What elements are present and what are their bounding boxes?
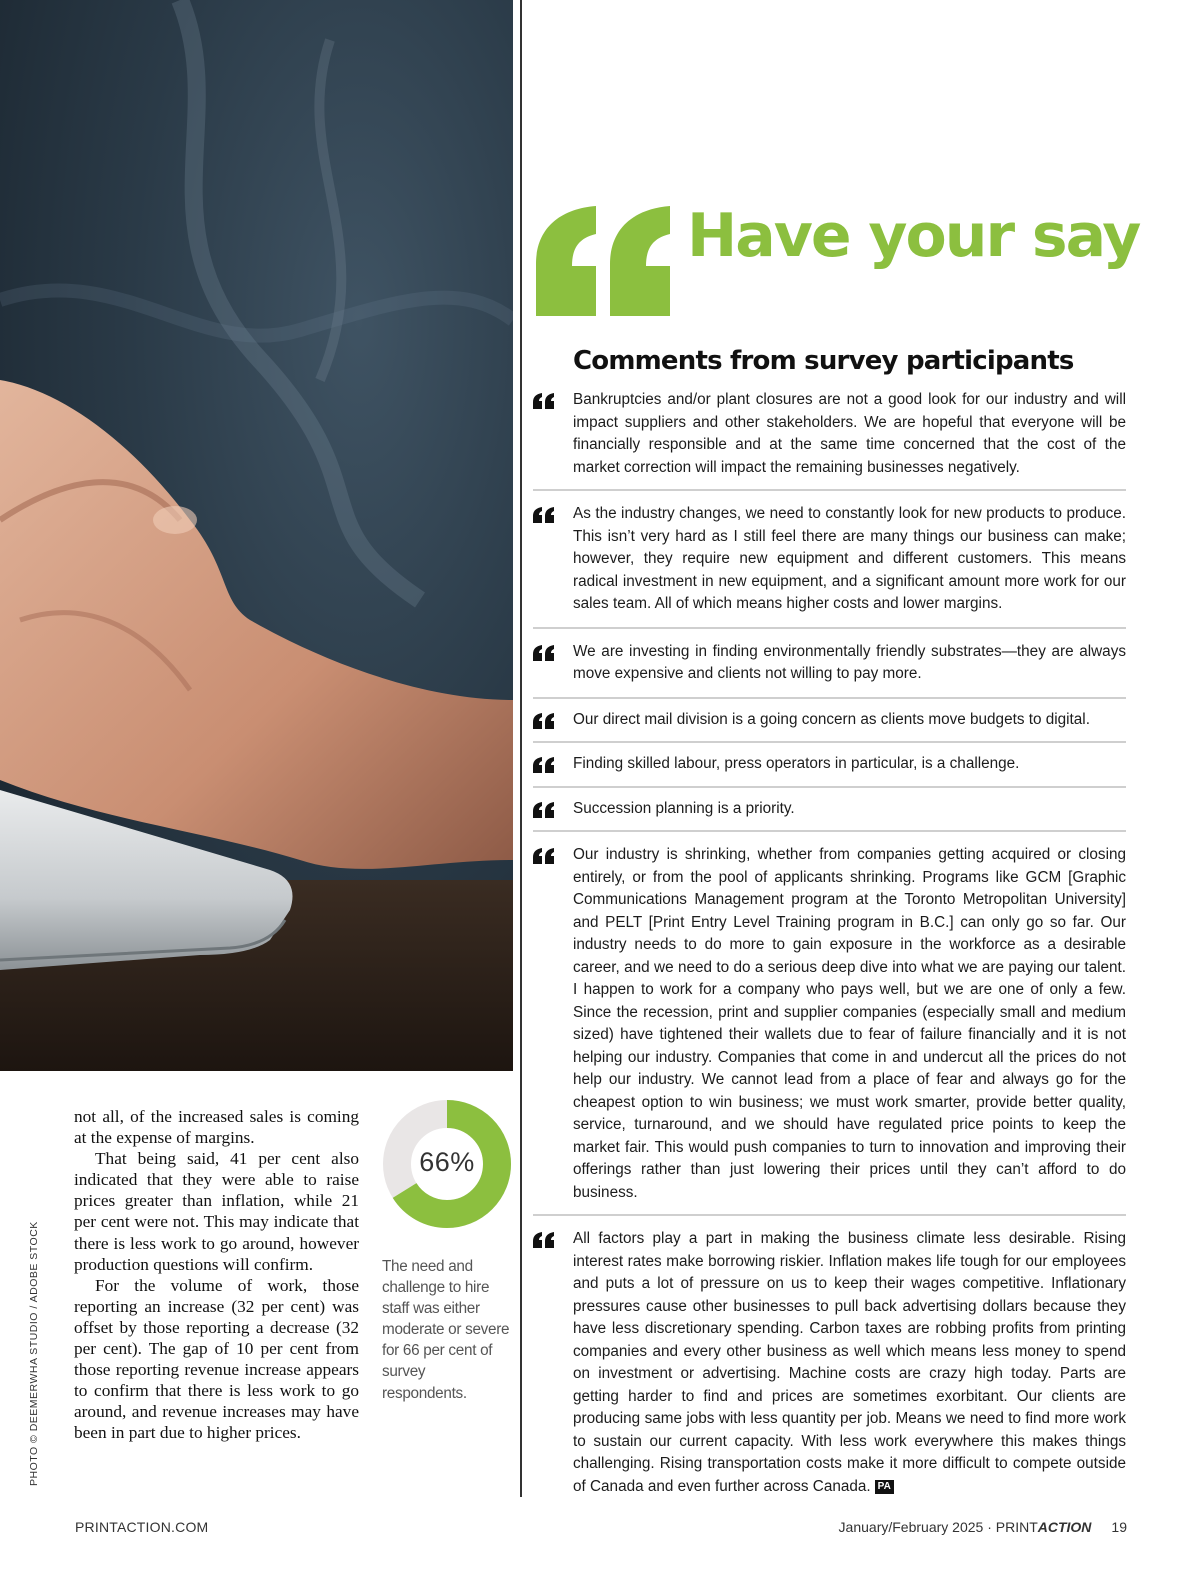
hero-photo — [0, 0, 513, 1071]
comment-text: Finding skilled labour, press operators in particular, is a challenge. — [573, 755, 1020, 772]
comment-item — [533, 741, 1126, 786]
footer-brand-b: ACTION — [1037, 1519, 1092, 1535]
comment-text — [573, 1228, 1126, 1498]
footer-issue — [839, 1519, 1127, 1535]
photo-credit: PHOTO © DEEMERWHA STUDIO / ADOBE STOCK — [28, 1221, 40, 1486]
body-paragraph: That being said, 41 per cent also indicated that they were able to raise prices greater than inflation, while 21 per cent were not. This may indicate that there is less work to go around, however production questions will confirm. — [74, 1149, 359, 1274]
article-body — [74, 1106, 359, 1444]
quote-icon — [533, 645, 555, 661]
comment-text: As the industry changes, we need to constantly look for new products to produce. This isn’t very hard as I still feel there are many things our business can make; however, they require new equipment and different customers. This means radical investment in new equipment, and a significant amount more work for our sales team. All of which means higher costs and lower margins. — [573, 505, 1126, 612]
comment-text: Bankruptcies and/or plant closures are not a good look for our industry and will impact suppliers and other stakeholders. We are hopeful that everyone will be financially responsible and at the same time concerned that the cost of the market correction will impact the remaining businesses negatively. — [573, 391, 1126, 476]
comment-text: We are investing in finding environmentally friendly substrates—they are always move expensive and clients not willing to pay more. — [573, 642, 1126, 682]
comment-item — [533, 786, 1126, 831]
comment-text: Our industry is shrinking, whether from companies getting acquired or closing entirely, or from the pool of applicants shrinking. Programs like GCM [Graphic Communications Management program at the Toronto Metropolitan University] and PELT [Print Entry Level Training program in B.C.] can only go so far. Our industry needs to do more to gain exposure in the workforce as a desirable career, and we need to do a serious deep dive into what we are paying our talent. I happen to work for a company who pays well, but we are one of only a few. Since the recession, print and supplier companies (especially small and medium sized) have tightened their wallets due to fear of failure financially and it is not helping our industry. Companies that come in and undercut all the prices do not help our industry. We cannot lead from a place of fear and always go for the cheapest option to win business; we must work smarter, provide better quality, service, turnaround, and we should have regulated price points to keep the market fair. This would push companies to turn to innovation and improving their offerings rather than just lowering their prices until they can’t afford to do business. — [573, 846, 1126, 1201]
end-mark-badge: PA — [875, 1480, 894, 1494]
stat-value: 66% — [419, 1147, 475, 1177]
quote-icon — [533, 757, 555, 773]
footer-brand-a: PRINT — [995, 1519, 1038, 1535]
quote-icon — [533, 802, 555, 818]
stat-caption: The need and challenge to hire staff was either moderate or severe for 66 per cent of survey respondents. — [382, 1258, 510, 1402]
quote-icon — [534, 204, 674, 316]
comment-list — [533, 389, 1126, 1498]
comment-item — [533, 697, 1126, 742]
comment-text: Our direct mail division is a going concern as clients move budgets to digital. — [573, 710, 1090, 728]
quote-icon — [533, 848, 555, 864]
comment-item — [533, 627, 1126, 697]
quote-icon — [533, 507, 555, 523]
page-number: 19 — [1111, 1519, 1127, 1535]
section-subtitle: Comments from survey participants — [573, 346, 1074, 376]
comment-item — [533, 830, 1126, 1214]
hand-on-laptop-illustration — [0, 0, 513, 1071]
comment-item — [533, 489, 1126, 627]
column-divider — [520, 0, 522, 1497]
body-paragraph: not all, of the increased sales is coming at the expense of margins. — [74, 1107, 359, 1148]
quote-icon — [533, 1232, 555, 1248]
comment-text: Succession planning is a priority. — [573, 799, 795, 817]
quote-icon — [533, 713, 555, 729]
comment-item — [533, 1214, 1126, 1498]
footer-site: PRINTACTION.COM — [75, 1519, 209, 1535]
comment-text-body: All factors play a part in making the business climate less desirable. Rising interest rates make borrowing riskier. Inflation makes life tough for our employees and puts a lot of pressure on us to keep their wages competitive. Inflationary pressures cause other businesses to pull back advertising dollars because they have less discretionary spending. Carbon taxes are robbing profits from printing companies and every other business as well which means less money to spend on investment or advertising. Machine costs are crazy high today. Parts are getting harder to find and prices are sometimes exorbitant. Our clients are producing same jobs with less quantity per job. Means we need to find more work to sustain our current capacity. With less work everywhere this makes things challenging. Rising transportation costs make it more difficult to compete outside of Canada and even further across Canada. — [573, 1230, 1126, 1495]
page-title: Have your say — [687, 201, 1140, 271]
quote-icon — [533, 393, 555, 409]
body-paragraph: For the volume of work, those reporting an increase (32 per cent) was offset by those reporting a decrease (32 per cent). The gap of 10 per cent from those reporting revenue increase appears to confirm that there is less work to go around, and revenue increases may have been in part due to higher prices. — [74, 1275, 359, 1443]
comment-item — [533, 389, 1126, 489]
footer-issue-date: January/February 2025 · — [838, 1519, 996, 1535]
